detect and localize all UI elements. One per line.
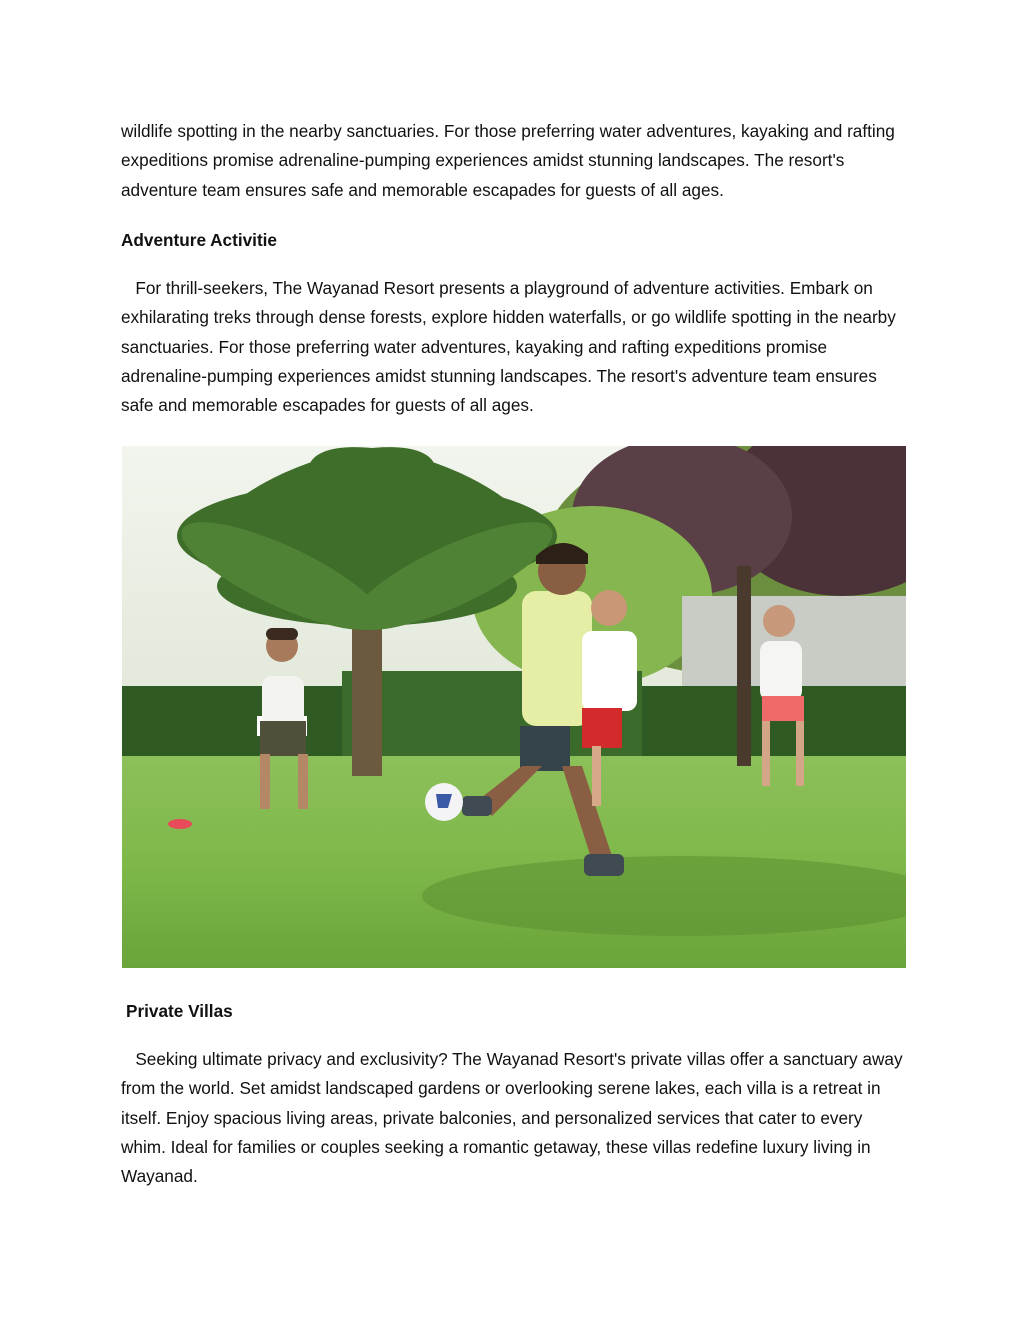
villas-heading: Private Villas — [126, 1001, 233, 1021]
intro-paragraph: wildlife spotting in the nearby sanctuaries. For those preferring water adventures, kayaking and rafting expeditions promise adrenaline-pumping experiences amidst stunning landscapes. The resort's adventure team ensures safe and memorable escapades for guests of all ages. — [121, 121, 895, 200]
villas-paragraph-text: Seeking ultimate privacy and exclusivity? The Wayanad Resort's private villas offer a sanctuary away from the world. Set amidst landscaped gardens or overlooking serene lakes, each villa is a retreat in itself. Enjoy spacious living areas, private balconies, and personalized services that cater to every whim. Ideal for families or couples seeking a romantic getaway, these villas redefine luxury living in Wayanad. — [121, 1049, 903, 1187]
kids-playing-soccer-photo — [122, 446, 906, 968]
adventure-paragraph — [121, 274, 911, 420]
adventure-heading: Adventure Activitie — [121, 230, 277, 250]
adventure-paragraph-text: For thrill-seekers, The Wayanad Resort presents a playground of adventure activities. Embark on exhilarating treks through dense forests, explore hidden waterfalls, or go wildlife spotting in the nearby sanctuaries. For those preferring water adventures, kayaking and rafting expeditions promise adrenaline-pumping experiences amidst stunning landscapes. The resort's adventure team ensures safe and memorable escapades for guests of all ages. — [121, 278, 896, 416]
villas-paragraph — [121, 1045, 911, 1191]
